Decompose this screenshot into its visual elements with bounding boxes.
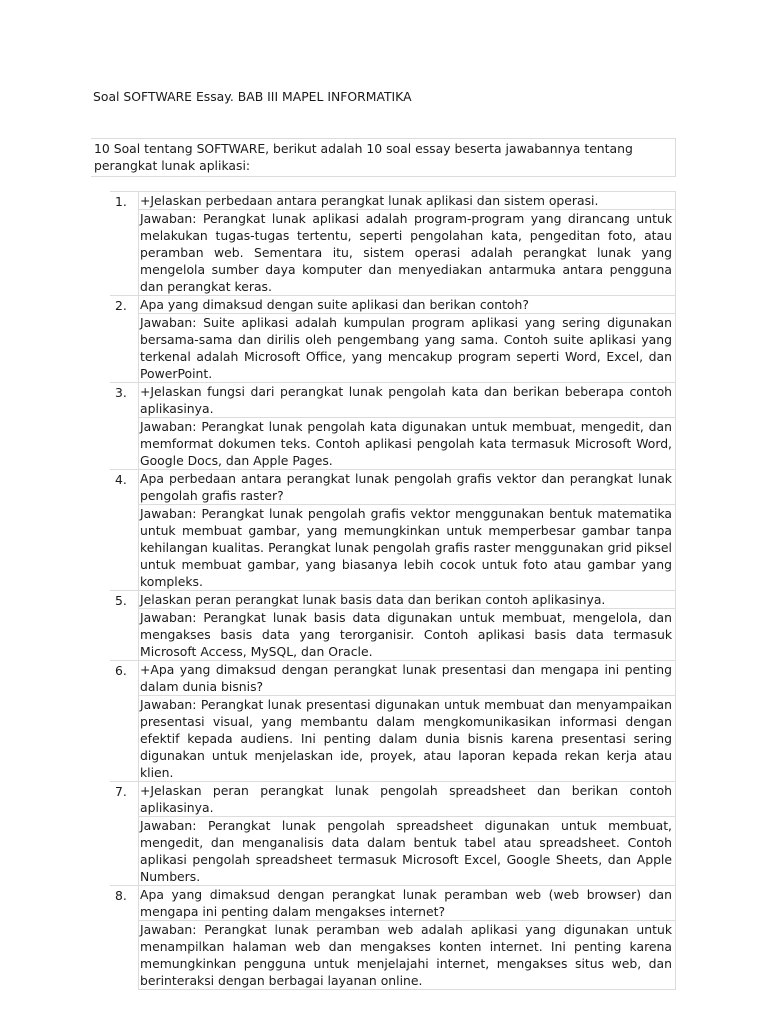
question-number: 4. xyxy=(115,472,127,487)
question-number: 8. xyxy=(115,888,127,903)
question-text: Apa perbedaan antara perangkat lunak pengolah grafis vektor dan perangkat lunak pengolah grafis raster? xyxy=(138,470,675,504)
question-number: 2. xyxy=(115,298,127,313)
answer-text: Jawaban: Perangkat lunak aplikasi adalah program-program yang dirancang untuk melakukan tugas-tugas tertentu, seperti pengolahan kata, pengeditan foto, atau peramban web. Sementara itu, sistem operasi adalah perangkat lunak yang mengelola sumber daya komputer dan menyediakan antarmuka antara pengguna dan perangkat keras. xyxy=(138,209,676,295)
document-title: Soal SOFTWARE Essay. BAB III MAPEL INFORMATIKA xyxy=(93,89,412,104)
question-row xyxy=(110,590,676,608)
question-number: 1. xyxy=(115,194,127,209)
question-number: 7. xyxy=(115,784,127,799)
answer-text: Jawaban: Perangkat lunak presentasi digunakan untuk membuat dan menyampaikan presentasi visual, yang membantu dalam mengkomunikasikan informasi dengan efektif kepada audiens. Ini penting dalam dunia bisnis karena presentasi sering digunakan untuk menjelaskan ide, proyek, atau laporan kepada rekan kerja atau klien. xyxy=(138,695,676,781)
question-number: 3. xyxy=(115,385,127,400)
answer-text: Jawaban: Perangkat lunak pengolah kata digunakan untuk membuat, mengedit, dan memformat dokumen teks. Contoh aplikasi pengolah kata termasuk Microsoft Word, Google Docs, dan Apple Pages. xyxy=(138,417,676,469)
answer-text: Jawaban: Perangkat lunak peramban web adalah aplikasi yang digunakan untuk menampilkan halaman web dan mengakses konten internet. Ini penting karena memungkinkan pengguna untuk menjelajahi internet, mengakses situs web, dan berinteraksi dengan berbagai layanan online. xyxy=(138,920,676,989)
question-text: +Jelaskan fungsi dari perangkat lunak pengolah kata dan berikan beberapa contoh aplikasinya. xyxy=(138,383,675,417)
question-item-7 xyxy=(110,781,676,885)
question-item-8 xyxy=(110,885,676,989)
intro-paragraph: 10 Soal tentang SOFTWARE, berikut adalah 10 soal essay beserta jawabannya tentang perangkat lunak aplikasi: xyxy=(91,138,676,177)
question-row xyxy=(110,885,676,920)
question-row xyxy=(110,781,676,816)
question-row xyxy=(110,191,676,209)
question-number: 5. xyxy=(115,593,127,608)
table-bottom-border xyxy=(138,989,676,990)
question-text: Apa yang dimaksud dengan suite aplikasi dan berikan contoh? xyxy=(138,296,675,313)
question-item-6 xyxy=(110,660,676,781)
answer-text: Jawaban: Suite aplikasi adalah kumpulan program aplikasi yang sering digunakan bersama-sama dan dirilis oleh pengembang yang sama. Contoh suite aplikasi yang terkenal adalah Microsoft Office, yang mencakup program seperti Word, Excel, dan PowerPoint. xyxy=(138,313,676,382)
question-number: 6. xyxy=(115,663,127,678)
question-list xyxy=(110,191,676,990)
question-item-3 xyxy=(110,382,676,469)
question-item-5 xyxy=(110,590,676,660)
answer-text: Jawaban: Perangkat lunak pengolah spreadsheet digunakan untuk membuat, mengedit, dan menganalisis data dalam bentuk tabel atau spreadsheet. Contoh aplikasi pengolah spreadsheet termasuk Microsoft Excel, Google Sheets, dan Apple Numbers. xyxy=(138,816,676,885)
question-text: +Apa yang dimaksud dengan perangkat lunak presentasi dan mengapa ini penting dalam dunia bisnis? xyxy=(138,661,675,695)
question-row xyxy=(110,469,676,504)
question-text: +Jelaskan peran perangkat lunak pengolah spreadsheet dan berikan contoh aplikasinya. xyxy=(138,782,675,816)
question-item-2 xyxy=(110,295,676,382)
answer-text: Jawaban: Perangkat lunak pengolah grafis vektor menggunakan bentuk matematika untuk membuat gambar, yang memungkinkan untuk memperbesar gambar tanpa kehilangan kualitas. Perangkat lunak pengolah grafis raster menggunakan grid piksel untuk membuat gambar, yang biasanya lebih cocok untuk foto atau gambar yang kompleks. xyxy=(138,504,676,590)
question-item-4 xyxy=(110,469,676,590)
question-text: Jelaskan peran perangkat lunak basis data dan berikan contoh aplikasinya. xyxy=(138,591,675,608)
answer-text: Jawaban: Perangkat lunak basis data digunakan untuk membuat, mengelola, dan mengakses basis data yang terorganisir. Contoh aplikasi basis data termasuk Microsoft Access, MySQL, dan Oracle. xyxy=(138,608,676,660)
question-item-1 xyxy=(110,191,676,295)
question-text: +Jelaskan perbedaan antara perangkat lunak aplikasi dan sistem operasi. xyxy=(138,192,675,209)
question-row xyxy=(110,382,676,417)
question-row xyxy=(110,660,676,695)
question-row xyxy=(110,295,676,313)
question-text: Apa yang dimaksud dengan perangkat lunak peramban web (web browser) dan mengapa ini penting dalam mengakses internet? xyxy=(138,886,675,920)
